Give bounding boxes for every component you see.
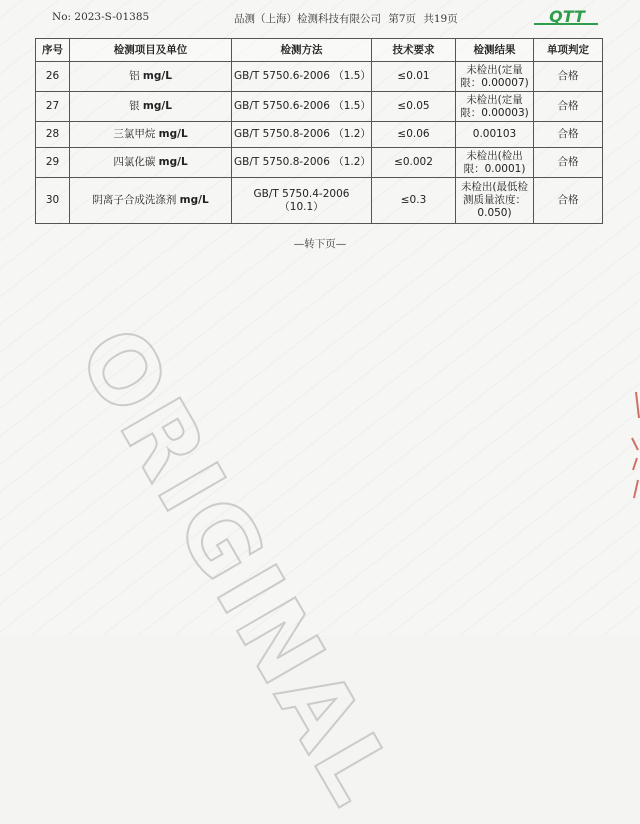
row-no: 30 (36, 178, 70, 224)
report-number: No: 2023-S-01385 (52, 11, 150, 23)
header-company-pages (234, 11, 462, 26)
row-verdict: 合格 (534, 62, 603, 92)
col-header-no: 序号 (36, 39, 70, 62)
row-no: 27 (36, 92, 70, 122)
row-item: 阴离子合成洗涤剂 mg/L (70, 178, 232, 224)
row-no: 28 (36, 122, 70, 148)
row-verdict: 合格 (534, 92, 603, 122)
col-header-requirement: 技术要求 (372, 39, 456, 62)
row-item: 四氯化碳 mg/L (70, 148, 232, 178)
row-no: 29 (36, 148, 70, 178)
row-method: GB/T 5750.6-2006 （1.5） (232, 62, 372, 92)
qtt-logo (534, 8, 600, 28)
row-item: 三氯甲烷 mg/L (70, 122, 232, 148)
row-verdict: 合格 (534, 178, 603, 224)
svg-text:QTT: QTT (549, 8, 585, 26)
table-row (36, 92, 603, 122)
table-row (36, 122, 603, 148)
col-header-method: 检测方法 (232, 39, 372, 62)
page-current: 第7页 (388, 13, 417, 25)
row-item: 银 mg/L (70, 92, 232, 122)
table-row (36, 178, 603, 224)
row-result: 未检出(检出 限：0.0001) (456, 148, 534, 178)
original-watermark: ORIGINAL (57, 310, 416, 824)
row-verdict: 合格 (534, 148, 603, 178)
table-row (36, 148, 603, 178)
page-total: 共19页 (423, 13, 458, 25)
col-header-verdict: 单项判定 (534, 39, 603, 62)
row-requirement: ≤0.002 (372, 148, 456, 178)
row-result: 未检出(定量 限：0.00003) (456, 92, 534, 122)
red-stamp-edge (626, 388, 640, 508)
test-results-table (35, 38, 603, 224)
row-requirement: ≤0.06 (372, 122, 456, 148)
company-name: 品测（上海）检测科技有限公司 (234, 13, 381, 25)
table-header-row (36, 39, 603, 62)
row-item: 铝 mg/L (70, 62, 232, 92)
row-result: 未检出(最低检 测质量浓度： 0.050) (456, 178, 534, 224)
row-method: GB/T 5750.8-2006 （1.2） (232, 122, 372, 148)
row-result: 0.00103 (456, 122, 534, 148)
row-method: GB/T 5750.8-2006 （1.2） (232, 148, 372, 178)
row-requirement: ≤0.3 (372, 178, 456, 224)
row-no: 26 (36, 62, 70, 92)
col-header-item: 检测项目及单位 (70, 39, 232, 62)
continued-next-page: —转下页— (293, 238, 347, 250)
col-header-result: 检测结果 (456, 39, 534, 62)
row-requirement: ≤0.01 (372, 62, 456, 92)
row-result: 未检出(定量 限：0.00007) (456, 62, 534, 92)
row-method: GB/T 5750.4-2006 （10.1） (232, 178, 372, 224)
row-method: GB/T 5750.6-2006 （1.5） (232, 92, 372, 122)
table-row (36, 62, 603, 92)
row-verdict: 合格 (534, 122, 603, 148)
report-header (36, 8, 602, 30)
row-requirement: ≤0.05 (372, 92, 456, 122)
